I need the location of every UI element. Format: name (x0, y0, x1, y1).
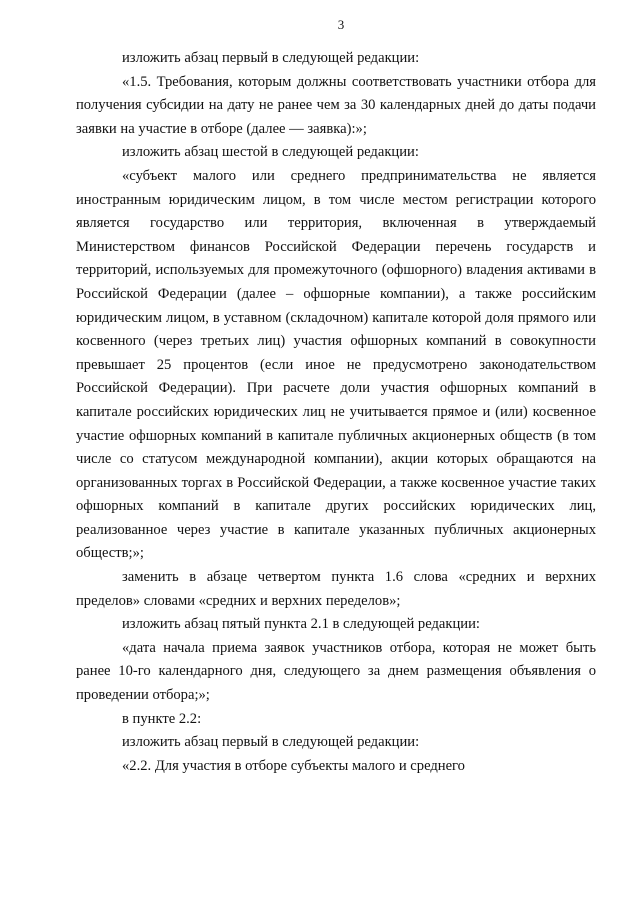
page-number: 3 (337, 17, 345, 32)
paragraph-4: «субъект малого или среднего предпринимательства не является иностранным юридическим лицом, в том числе местом регистрации которого является государство или территория, включенная в утверждаемый Министерством финансов Российской Федерации перечень государств и территорий, используемых для промежуточного (офшорного) владения активами в Российской Федерации (далее – офшорные компании), а также российским юридическим лицом, в уставном (складочном) капитале которой доля прямого или косвенного (через третьих лиц) участия офшорных компаний в совокупности превышает 25 процентов (если иное не предусмотрено законодательством Российской Федерации). При расчете доли участия офшорных компаний в капитале российских юридических лиц не учитывается прямое и (или) косвенное участие офшорных компаний в капитале публичных акционерных обществ (в том числе со статусом международной компании), акции которых обращаются на организованных торгах в Российской Федерации, а также косвенное участие таких офшорных компаний в капитале других российских юридических лиц, реализованное через участие в капитале указанных публичных акционерных обществ;»; (76, 167, 596, 562)
paragraph-10: «2.2. Для участия в отборе субъекты малого и среднего (122, 757, 465, 774)
paragraph-7: «дата начала приема заявок участников отбора, которая не может быть ранее 10-го календарного дня, следующего за днем размещения объявления о проведении отбора;»; (76, 639, 596, 704)
paragraph-1: изложить абзац первый в следующей редакции: (122, 50, 420, 66)
paragraph-9: изложить абзац первый в следующей редакции: (122, 734, 420, 751)
paragraph-3: изложить абзац шестой в следующей редакции: (122, 144, 419, 161)
paragraph-5: заменить в абзаце четвертом пункта 1.6 слова «средних и верхних пределов» словами «средних и верхних переделов»; (76, 569, 596, 609)
paragraph-6: изложить абзац пятый пункта 2.1 в следующей редакции: (122, 616, 480, 633)
paragraph-8: в пункте 2.2: (122, 710, 202, 727)
paragraph-2: «1.5. Требования, которым должны соответствовать участники отбора для получения субсидии на дату не ранее чем за 30 календарных дней до даты подачи заявки на участие в отборе (далее — заявка):»; (76, 73, 596, 137)
